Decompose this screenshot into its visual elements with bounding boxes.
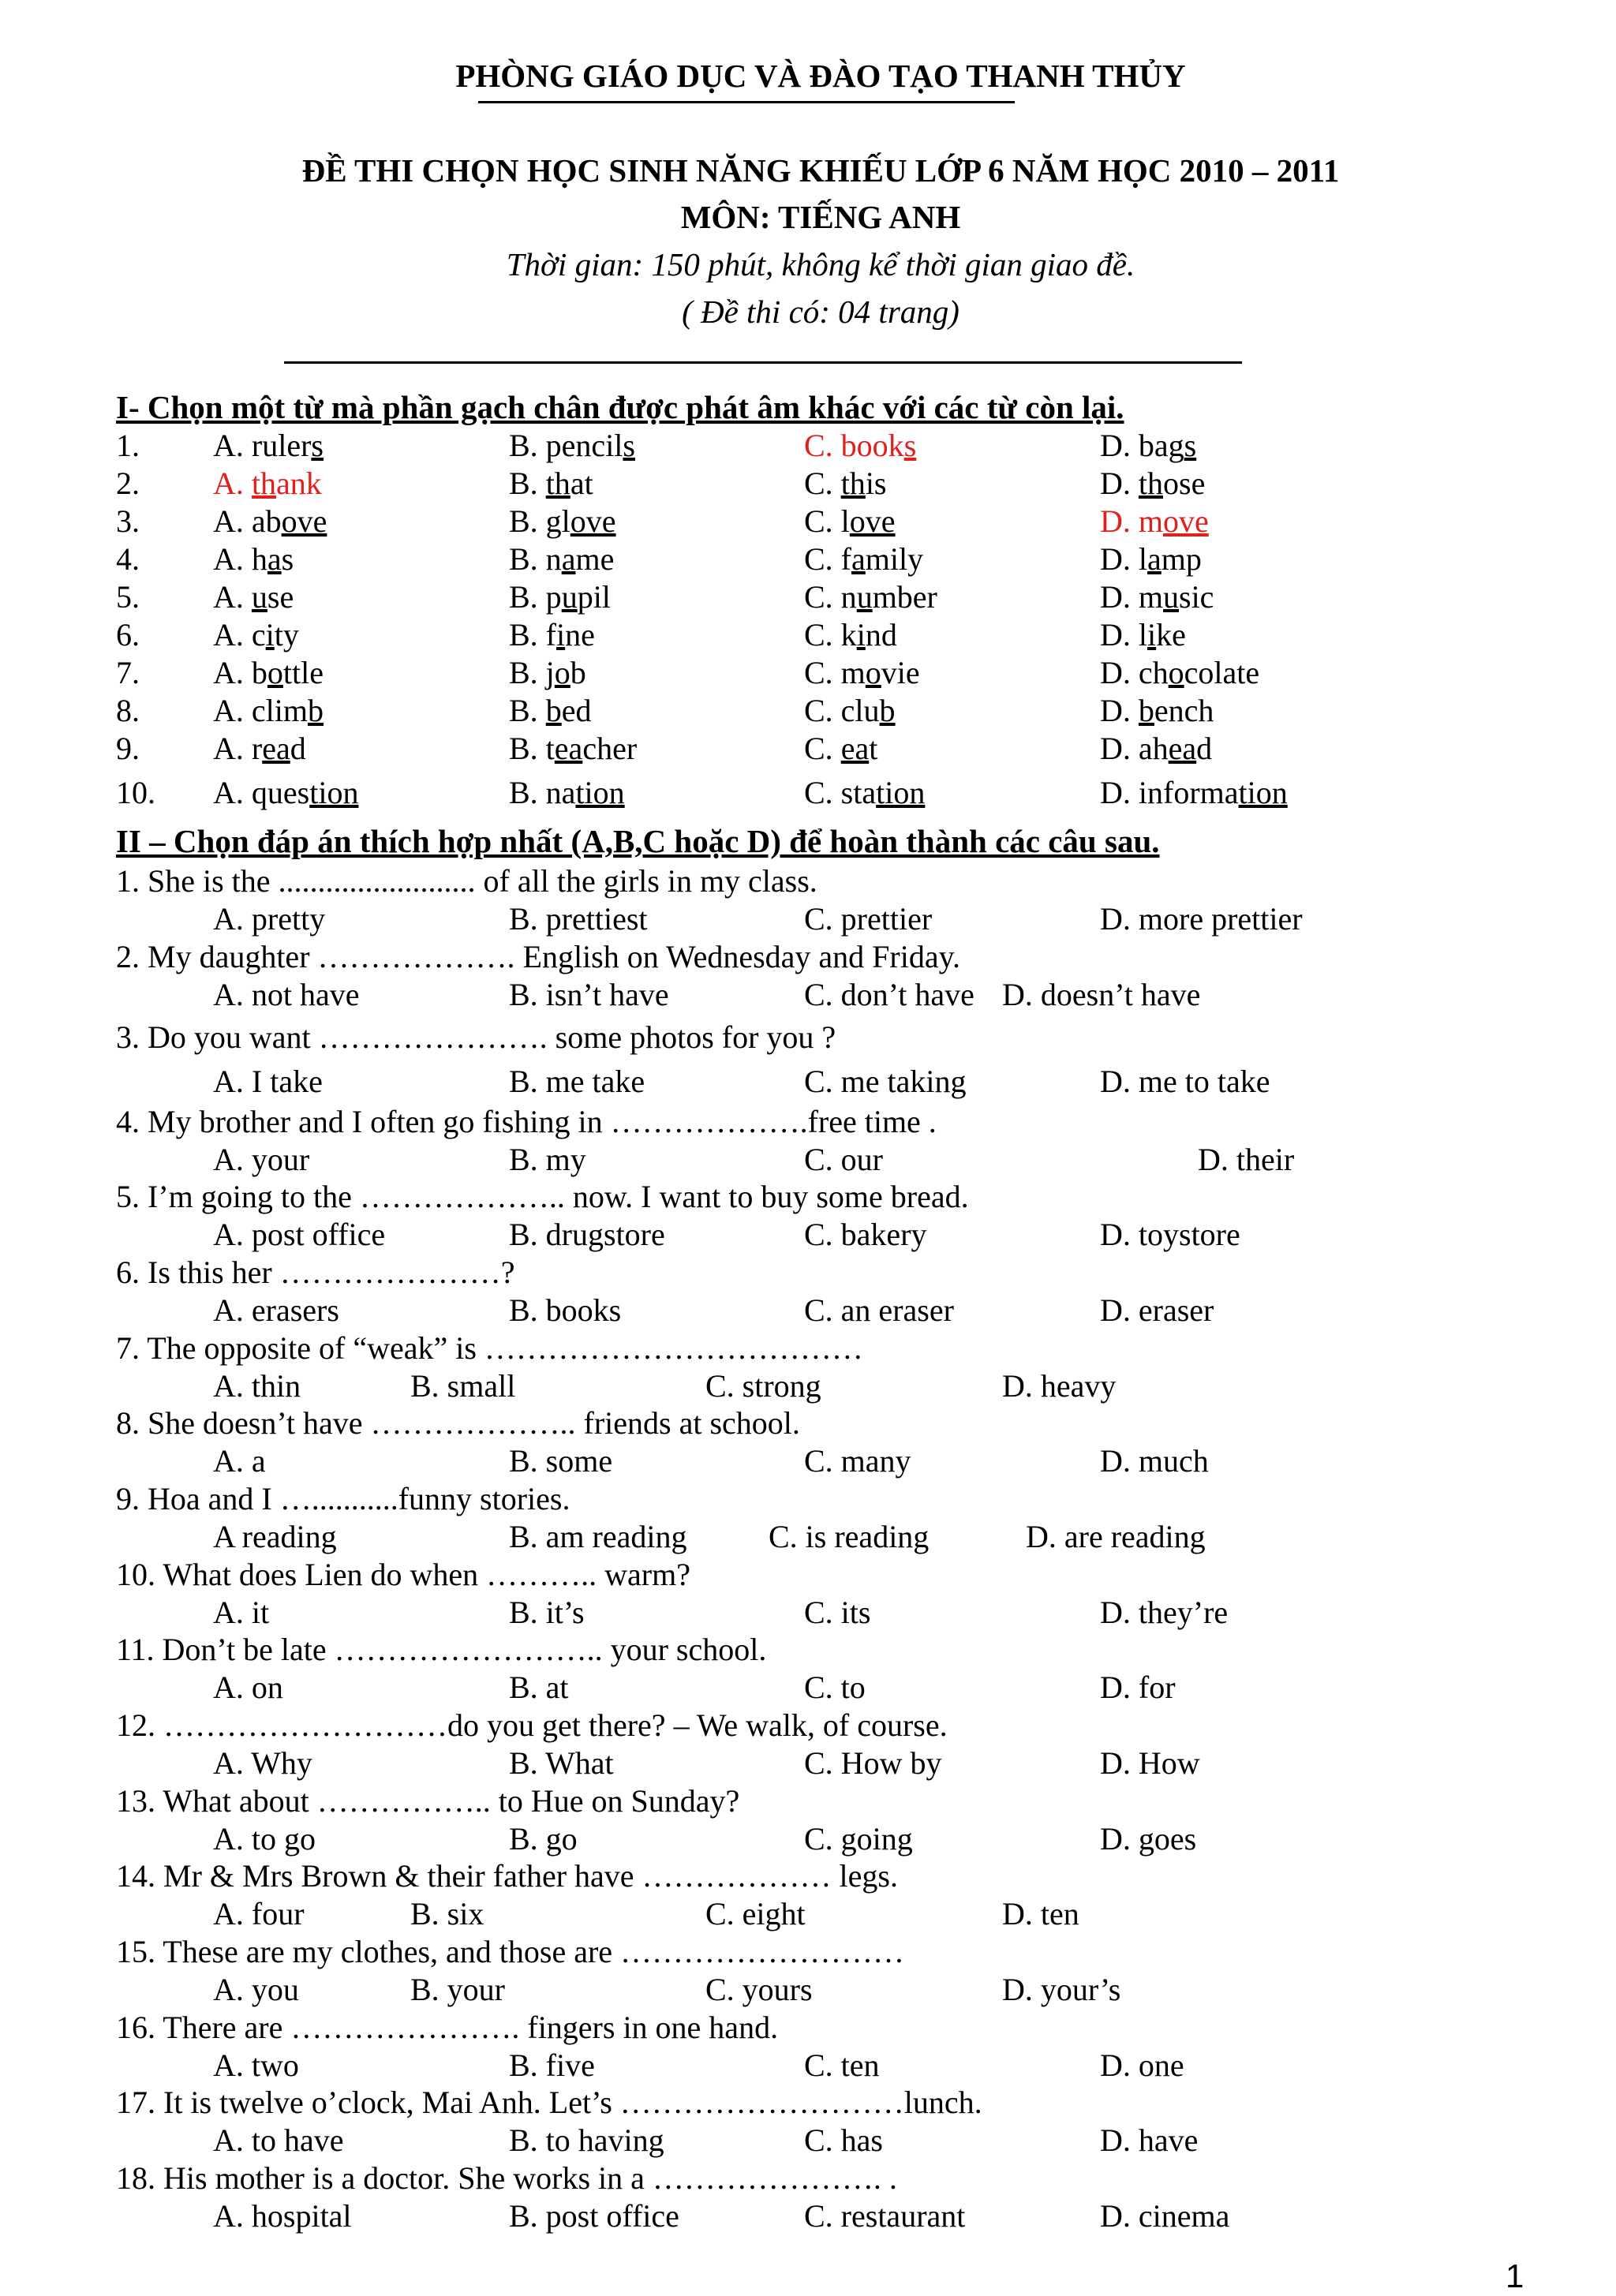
question-options <box>0 2197 1616 2236</box>
question-options <box>0 1442 1616 1481</box>
question-options <box>0 1517 1616 1557</box>
option-text: D. informa <box>1100 775 1239 810</box>
question-text: 1. She is the ......................... of all the girls in my class. <box>116 863 817 899</box>
option-text: D. <box>1100 693 1139 728</box>
underlined-part: s <box>311 428 324 463</box>
option-text: B. f <box>509 617 556 653</box>
option-text: me <box>575 541 615 577</box>
option-text: D. m <box>1100 579 1163 615</box>
answer-option: A. post office <box>213 1217 386 1252</box>
option-text: D. l <box>1100 617 1147 653</box>
answer-option <box>804 691 896 731</box>
answer-option <box>213 615 299 655</box>
pronunciation-row <box>0 691 1616 731</box>
answer-option: C. has <box>804 2122 883 2158</box>
question-options <box>0 2121 1616 2160</box>
option-text: C. <box>804 466 841 501</box>
underlined-part: s <box>903 428 917 463</box>
answer-option: B. your <box>410 1972 505 2007</box>
option-text: A. h <box>213 541 267 577</box>
option-text: B. n <box>509 541 562 577</box>
answer-option <box>1100 729 1212 768</box>
answer-option <box>1100 502 1209 541</box>
answer-option <box>213 540 294 579</box>
answer-option: A. thin <box>213 1368 301 1404</box>
option-text: C. sta <box>804 775 877 810</box>
option-text: cher <box>582 731 638 766</box>
option-text: D. bag <box>1100 428 1184 463</box>
option-text: at <box>570 466 593 501</box>
pronunciation-row <box>0 464 1616 503</box>
option-text: B. <box>509 466 546 501</box>
answer-option <box>213 578 294 617</box>
question-options <box>0 1367 1616 1406</box>
time-line: Thời gian: 150 phút, không kể thời gian giao đề. <box>506 246 1135 282</box>
option-text: A. r <box>213 731 263 766</box>
option-text: ke <box>1156 617 1186 653</box>
answer-option <box>804 502 896 541</box>
header-underline <box>478 101 1015 103</box>
question-options <box>0 1593 1616 1632</box>
answer-option: D. much <box>1100 1443 1209 1479</box>
answer-option: B. five <box>509 2047 595 2083</box>
answer-option: B. prettiest <box>509 901 648 937</box>
answer-option: C. many <box>804 1443 911 1479</box>
underlined-part: ea <box>1168 731 1197 766</box>
answer-option <box>213 464 322 503</box>
row-number: 1. <box>116 428 140 463</box>
answer-option: B. go <box>509 1821 578 1857</box>
answer-option: D. for <box>1100 1670 1176 1705</box>
underlined-part: ove <box>1163 503 1209 539</box>
answer-option <box>804 426 916 466</box>
answer-option: B. my <box>509 1142 586 1177</box>
answer-option: D. cinema <box>1100 2198 1230 2234</box>
answer-option: D. heavy <box>1002 1368 1117 1404</box>
underlined-part: th <box>251 466 277 501</box>
answer-option <box>1100 691 1214 731</box>
option-text: D. <box>1100 466 1139 501</box>
answer-option <box>1100 773 1288 813</box>
option-text: A. c <box>213 617 266 653</box>
option-text: B. p <box>509 579 562 615</box>
question-text: 2. My daughter ………………. English on Wednesday and Friday. <box>116 939 960 974</box>
option-text: ty <box>274 617 299 653</box>
answer-option: C. its <box>804 1595 871 1630</box>
underlined-part: u <box>856 579 873 615</box>
answer-option: B. What <box>509 1745 614 1781</box>
option-text: C. k <box>804 617 857 653</box>
answer-option: B. at <box>509 1670 569 1705</box>
option-text: B. <box>509 693 546 728</box>
option-text: B. na <box>509 775 576 810</box>
option-text: mily <box>865 541 924 577</box>
answer-option: C. is reading <box>769 1519 930 1554</box>
row-number: 7. <box>116 655 140 690</box>
question-options <box>0 1291 1616 1330</box>
pronunciation-row <box>0 578 1616 617</box>
option-text: nd <box>865 617 897 653</box>
answer-option: C. eight <box>705 1896 806 1931</box>
answer-option: C. restaurant <box>804 2198 966 2234</box>
option-text: B. pencil <box>509 428 623 463</box>
row-number: 2. <box>116 466 140 501</box>
answer-option: D. they’re <box>1100 1595 1229 1630</box>
question-options <box>0 1668 1616 1707</box>
answer-option <box>509 729 637 768</box>
answer-option: A. not have <box>213 977 360 1012</box>
answer-option <box>1100 540 1202 579</box>
answer-option: B. drugstore <box>509 1217 665 1252</box>
answer-option <box>804 615 897 655</box>
question-options <box>0 1215 1616 1255</box>
row-number: 6. <box>116 617 140 653</box>
subject-line: MÔN: TIẾNG ANH <box>680 199 961 235</box>
option-text: mp <box>1161 541 1202 577</box>
answer-option: D. ten <box>1002 1896 1079 1931</box>
underlined-part: i <box>1147 617 1157 653</box>
question-options <box>0 1819 1616 1859</box>
question-options <box>0 1140 1616 1180</box>
answer-option <box>1100 653 1259 693</box>
answer-option: A. four <box>213 1896 305 1931</box>
answer-option: D. their <box>1198 1142 1295 1177</box>
option-text: D. ch <box>1100 655 1169 690</box>
answer-option: C. going <box>804 1821 913 1857</box>
header-divider <box>284 361 1242 364</box>
answer-option: A. erasers <box>213 1292 339 1328</box>
option-text: A. ab <box>213 503 282 539</box>
answer-option: B. to having <box>509 2122 664 2158</box>
page-number: 1 <box>1506 2257 1524 2294</box>
option-text: d <box>1196 731 1213 766</box>
option-text: A. <box>213 466 252 501</box>
answer-option: D. toystore <box>1100 1217 1240 1252</box>
answer-option <box>804 540 923 579</box>
option-text: C. book <box>804 428 904 463</box>
underlined-part: a <box>561 541 576 577</box>
underlined-part: s <box>1184 428 1197 463</box>
answer-option <box>509 653 586 693</box>
answer-option: C. don’t have <box>804 977 974 1012</box>
answer-option: A. Why <box>213 1745 312 1781</box>
answer-option: B. am reading <box>509 1519 687 1554</box>
underlined-part: i <box>856 617 866 653</box>
answer-option <box>213 773 358 813</box>
underlined-part: th <box>1138 466 1164 501</box>
answer-option <box>509 426 635 466</box>
option-text: ne <box>565 617 595 653</box>
answer-option <box>804 578 937 617</box>
underlined-part: tion <box>575 775 625 810</box>
question-options <box>0 899 1616 939</box>
question-text: 16. There are …………………. fingers in one hand. <box>116 2010 779 2045</box>
underlined-part: b <box>879 693 896 728</box>
answer-option <box>509 691 591 731</box>
pronunciation-row <box>0 773 1616 813</box>
question-options <box>0 2046 1616 2085</box>
question-options <box>0 975 1616 1015</box>
underlined-part: ove <box>570 503 616 539</box>
underlined-part: s <box>623 428 635 463</box>
question-text: 9. Hoa and I …...........funny stories. <box>116 1481 570 1516</box>
underlined-part: o <box>865 655 881 690</box>
underlined-part: b <box>1138 693 1154 728</box>
option-text: C. l <box>804 503 850 539</box>
answer-option: C. me taking <box>804 1064 967 1099</box>
underlined-part: b <box>545 693 562 728</box>
answer-option <box>509 502 616 541</box>
answer-option: D. are reading <box>1026 1519 1206 1554</box>
underlined-part: ove <box>849 503 896 539</box>
option-text: C. clu <box>804 693 880 728</box>
answer-option: A. it <box>213 1595 270 1630</box>
question-text: 18. His mother is a doctor. She works in a …………………. . <box>116 2160 897 2196</box>
underlined-part: o <box>267 655 283 690</box>
option-text: C. m <box>804 655 866 690</box>
option-text: ose <box>1163 466 1206 501</box>
answer-option <box>509 615 595 655</box>
underlined-part: ea <box>554 731 583 766</box>
underlined-part: i <box>265 617 275 653</box>
answer-option: D. your’s <box>1002 1972 1121 2007</box>
underlined-part: o <box>554 655 570 690</box>
option-text: A. clim <box>213 693 308 728</box>
answer-option <box>804 773 925 813</box>
answer-option: B. it’s <box>509 1595 585 1630</box>
question-options <box>0 1062 1616 1101</box>
pronunciation-row <box>0 426 1616 466</box>
answer-option: A. you <box>213 1972 299 2007</box>
option-text: A. ruler <box>213 428 312 463</box>
row-number: 10. <box>116 775 155 810</box>
section-2-title: II – Chọn đáp án thích hợp nhất (A,B,C hoặc D) để hoàn thành các câu sau. <box>116 823 1160 859</box>
question-text: 13. What about …………….. to Hue on Sunday? <box>116 1783 740 1819</box>
answer-option: D. have <box>1100 2122 1199 2158</box>
question-text: 17. It is twelve o’clock, Mai Anh. Let’s ………………………lunch. <box>116 2085 982 2120</box>
answer-option: A. on <box>213 1670 283 1705</box>
answer-option: D. How <box>1100 1745 1200 1781</box>
answer-option <box>1100 578 1214 617</box>
answer-option: C. strong <box>705 1368 821 1404</box>
option-text: D. l <box>1100 541 1147 577</box>
underlined-part: ove <box>281 503 327 539</box>
answer-option: D. me to take <box>1100 1064 1270 1099</box>
pronunciation-row <box>0 502 1616 541</box>
answer-option: C. bakery <box>804 1217 927 1252</box>
underlined-part: i <box>556 617 566 653</box>
option-text: C. <box>804 731 841 766</box>
answer-option: A. pretty <box>213 901 326 937</box>
answer-option: A. to have <box>213 2122 344 2158</box>
underlined-part: th <box>545 466 570 501</box>
answer-option <box>804 653 920 693</box>
answer-option <box>1100 615 1186 655</box>
underlined-part: a <box>851 541 866 577</box>
underlined-part: tion <box>876 775 926 810</box>
answer-option: C. ten <box>804 2047 880 2083</box>
answer-option: C. an eraser <box>804 1292 954 1328</box>
underlined-part: b <box>307 693 324 728</box>
underlined-part: a <box>267 541 282 577</box>
answer-option <box>804 464 887 503</box>
option-text: B. j <box>509 655 555 690</box>
answer-option: A. two <box>213 2047 299 2083</box>
question-text: 14. Mr & Mrs Brown & their father have ……………… legs. <box>116 1858 898 1894</box>
answer-option <box>509 773 625 813</box>
option-text: vie <box>881 655 920 690</box>
option-text: D. ah <box>1100 731 1169 766</box>
option-text: B. gl <box>509 503 570 539</box>
answer-option <box>213 653 324 693</box>
underlined-part: tion <box>1238 775 1288 810</box>
answer-option: D. one <box>1100 2047 1184 2083</box>
option-text: d <box>290 731 306 766</box>
underlined-part: u <box>251 579 267 615</box>
pronunciation-row <box>0 653 1616 693</box>
answer-option <box>213 502 327 541</box>
answer-option <box>213 729 306 768</box>
option-text: A. b <box>213 655 267 690</box>
option-text: A. <box>213 579 252 615</box>
answer-option: C. yours <box>705 1972 813 2007</box>
option-text: pil <box>577 579 611 615</box>
answer-option: B. six <box>410 1896 484 1931</box>
answer-option <box>1100 426 1196 466</box>
answer-option: A. a <box>213 1443 266 1479</box>
answer-option: A. hospital <box>213 2198 352 2234</box>
option-text: s <box>281 541 294 577</box>
underlined-part: tion <box>309 775 359 810</box>
option-text: is <box>865 466 887 501</box>
option-text: ank <box>276 466 322 501</box>
question-text: 6. Is this her …………………? <box>116 1255 515 1290</box>
exam-title: ĐỀ THI CHỌN HỌC SINH NĂNG KHIẾU LỚP 6 NĂM HỌC 2010 – 2011 <box>301 152 1340 189</box>
answer-option <box>509 540 614 579</box>
answer-option: B. some <box>509 1443 613 1479</box>
option-text: se <box>267 579 294 615</box>
section-1-title: I- Chọn một từ mà phần gạch chân được phát âm khác với các từ còn lại. <box>116 389 1124 425</box>
question-text: 12. ………………………do you get there? – We walk, of course. <box>116 1707 948 1743</box>
answer-option <box>509 578 611 617</box>
pages-line: ( Đề thi có: 04 trang) <box>682 294 960 330</box>
answer-option: D. eraser <box>1100 1292 1214 1328</box>
question-options <box>0 1970 1616 2010</box>
question-text: 15. These are my clothes, and those are ……………………… <box>116 1934 905 1969</box>
option-text: ench <box>1154 693 1214 728</box>
option-text: ttle <box>282 655 324 690</box>
answer-option: C. our <box>804 1142 883 1177</box>
question-text: 8. She doesn’t have ……………….. friends at school. <box>116 1405 800 1441</box>
question-text: 3. Do you want …………………. some photos for you ? <box>116 1019 836 1055</box>
answer-option: B. books <box>509 1292 622 1328</box>
option-text: C. f <box>804 541 851 577</box>
option-text: B. t <box>509 731 555 766</box>
underlined-part: u <box>1163 579 1179 615</box>
option-text: ed <box>561 693 592 728</box>
underlined-part: th <box>840 466 866 501</box>
answer-option <box>213 426 324 466</box>
option-text: colate <box>1184 655 1260 690</box>
pronunciation-row <box>0 540 1616 579</box>
answer-option: B. isn’t have <box>509 977 669 1012</box>
option-text: C. n <box>804 579 857 615</box>
option-text: t <box>869 731 878 766</box>
question-options <box>0 1744 1616 1783</box>
option-text: b <box>570 655 586 690</box>
answer-option: A. I take <box>213 1064 323 1099</box>
underlined-part: u <box>561 579 578 615</box>
department-header: PHÒNG GIÁO DỤC VÀ ĐÀO TẠO THANH THỦY <box>455 58 1186 94</box>
row-number: 3. <box>116 503 140 539</box>
option-text: A. ques <box>213 775 310 810</box>
answer-option: D. goes <box>1100 1821 1197 1857</box>
answer-option <box>1100 464 1205 503</box>
answer-option: B. small <box>410 1368 516 1404</box>
answer-option: D. doesn’t have <box>1002 977 1201 1012</box>
answer-option <box>804 729 877 768</box>
question-text: 5. I’m going to the ……………….. now. I want to buy some bread. <box>116 1179 969 1214</box>
question-options <box>0 1894 1616 1934</box>
answer-option <box>509 464 593 503</box>
answer-option: B. me take <box>509 1064 645 1099</box>
underlined-part: o <box>1168 655 1184 690</box>
answer-option: C. to <box>804 1670 866 1705</box>
question-text: 4. My brother and I often go fishing in ……………….free time . <box>116 1104 937 1139</box>
pronunciation-row <box>0 729 1616 768</box>
answer-option: A. your <box>213 1142 310 1177</box>
underlined-part: a <box>1147 541 1162 577</box>
answer-option: A. to go <box>213 1821 316 1857</box>
row-number: 5. <box>116 579 140 615</box>
underlined-part: ea <box>840 731 870 766</box>
answer-option: D. more prettier <box>1100 901 1303 937</box>
row-number: 8. <box>116 693 140 728</box>
row-number: 9. <box>116 731 140 766</box>
question-text: 7. The opposite of “weak” is ……………………………… <box>116 1330 863 1366</box>
option-text: mber <box>872 579 937 615</box>
answer-option: A reading <box>213 1519 337 1554</box>
answer-option: C. How by <box>804 1745 942 1781</box>
pronunciation-row <box>0 615 1616 655</box>
question-text: 11. Don’t be late …………………….. your school. <box>116 1632 767 1667</box>
answer-option: B. post office <box>509 2198 679 2234</box>
answer-option <box>213 691 324 731</box>
answer-option: C. prettier <box>804 901 933 937</box>
question-text: 10. What does Lien do when ……….. warm? <box>116 1557 690 1592</box>
option-text: sic <box>1179 579 1214 615</box>
row-number: 4. <box>116 541 140 577</box>
option-text: D. m <box>1100 503 1163 539</box>
underlined-part: ea <box>262 731 290 766</box>
